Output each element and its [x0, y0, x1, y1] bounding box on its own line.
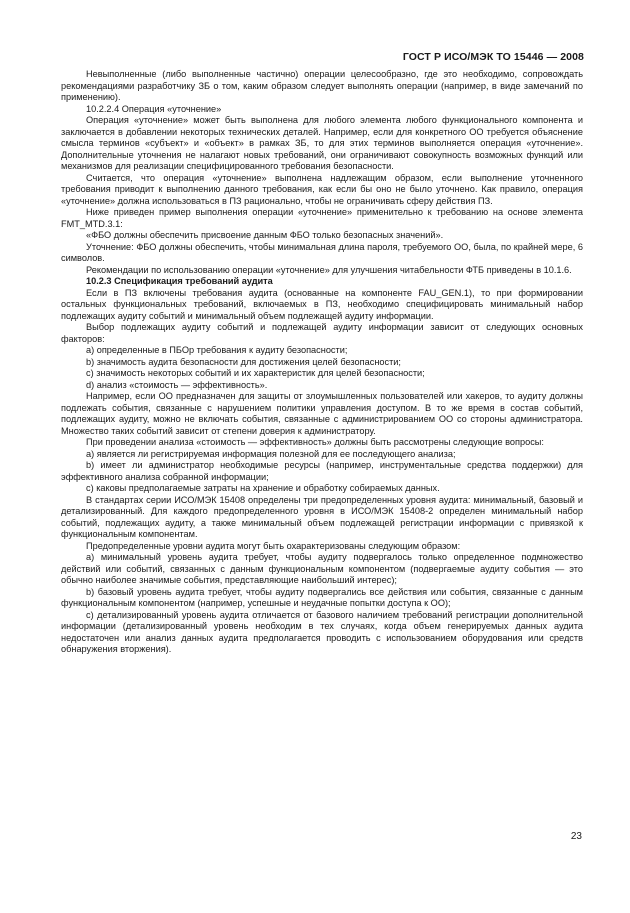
subsection-heading: 10.2.2.4 Операция «уточнение» [86, 103, 222, 114]
section-heading: 10.2.3 Спецификация требований аудита [86, 276, 273, 286]
body-text [61, 69, 583, 656]
quote-paragraph: «ФБО должны обеспечить присвоение данным ФБО только безопасных значений». [86, 230, 444, 240]
list-item: c) каковы предполагаемые затраты на хранение и обработку собираемых данных. [86, 483, 440, 493]
list-item: a) является ли регистрируемая информация полезной для ее последующего анализа; [86, 448, 456, 459]
list-item: b) имеет ли администратор необходимые ресурсы (например, инструментальные средства поддержки) для эффективного анализа собранной информации; [61, 460, 583, 482]
paragraph: Считается, что операция «уточнение» выполнена надлежащим образом, если выполнение уточненного требования приводит к выполнению данного требования, как если бы оно не было уточнено. Как правило, операция «уточнение» должна использоваться в ПЗ рационально, чтобы не ограничивать сферу действия ПЗ. [61, 172, 583, 206]
page-number: 23 [570, 831, 582, 842]
list-item: b) значимость аудита безопасности для достижения целей безопасности; [86, 356, 401, 367]
paragraph: Рекомендации по использованию операции «уточнение» для улучшения читабельности ФТБ приведены в 10.1.6. [86, 264, 572, 275]
paragraph: Выбор подлежащих аудиту событий и подлежащей аудиту информации зависит от следующих основных факторов: [61, 322, 583, 344]
paragraph: Например, если ОО предназначен для защиты от злоумышленных пользователей или хакеров, то аудиту должны подлежать события, связанные с нарушением политики управления доступом. В то же время в состав событий, подлежащих аудиту, можно не включать события, связанные с администрированием ОО со стороны администратора. Множество таких событий зависит от степени доверия к администратору. [61, 391, 583, 436]
standard-header: ГОСТ Р ИСО/МЭК ТО 15446 — 2008 [402, 51, 584, 63]
paragraph: Невыполненные (либо выполненные частично) операции целесообразно, где это необходимо, сопровождать рекомендациями разработчику ЗБ о том, каким образом следует выполнять операции (например, в виде замечаний по применению). [61, 69, 583, 102]
list-item: a) определенные в ПБОр требования к аудиту безопасности; [86, 345, 348, 355]
list-item: a) минимальный уровень аудита требует, чтобы аудиту подвергалось только определенное подмножество действий или событий, связанных с данным функциональным компонентом (подвергаемые аудиту события — это обычно наиболее значимые события, представляющие наибольший интерес); [61, 552, 583, 585]
paragraph: При проведении анализа «стоимость — эффективность» должны быть рассмотрены следующие вопросы: [86, 437, 544, 447]
list-item: c) детализированный уровень аудита отличается от базового наличием требований регистрации дополнительной информации (детализированный уровень необходим в тех случаях, когда объем генерируемых данных аудита недостаточен или анализ данных аудита предполагается проводить с использованием оборудования или средств обнаружения вторжения). [61, 609, 583, 654]
paragraph: Если в ПЗ включены требования аудита (основанные на компоненте FAU_GEN.1), то при формировании остальных функциональных требований, включаемых в ПЗ, необходимо специфицировать минимальный набор подлежащих аудиту событий и минимальный объем подлежащей аудиту информации. [61, 287, 583, 321]
list-item: d) анализ «стоимость — эффективность». [86, 379, 268, 390]
paragraph: Предопределенные уровни аудита могут быть охарактеризованы следующим образом: [86, 540, 461, 551]
paragraph: Ниже приведен пример выполнения операции «уточнение» применительно к требованию на основе элемента FMT_MTD.3.1: [61, 207, 583, 229]
list-item: b) базовый уровень аудита требует, чтобы аудиту подвергались все действия или события, связанные с данным функциональным компонентом (например, успешные и неудачные попытки доступа к ОО); [61, 586, 583, 608]
paragraph: Уточнение: ФБО должны обеспечить, чтобы минимальная длина пароля, требуемого ОО, была, по крайней мере, 6 символов. [61, 241, 583, 263]
paragraph: В стандартах серии ИСО/МЭК 15408 определены три предопределенных уровня аудита: минимальный, базовый и детализированный. Для каждого предопределенного уровня в ИСО/МЭК 15408-2 определен минимальный набор событий, подлежащих аудиту, а также минимальный объем подлежащей регистрации информации с привязкой к функциональным компонентам. [61, 494, 583, 539]
list-item: c) значимость некоторых событий и их характеристик для целей безопасности; [86, 368, 425, 378]
paragraph: Операция «уточнение» может быть выполнена для любого элемента любого функционального компонента и заключается в добавлении некоторых технических деталей. Например, если для конкретного ОО требуется объяснение смысла терминов «субъект» и «объект» в рамках ЗБ, то для этих терминов выполняется операция «уточнение». Дополнительные уточнения не налагают новых требований, они ограничивают совокупность возможных функций или механизмов для реализации специфицированного требования безопасности. [61, 115, 583, 171]
